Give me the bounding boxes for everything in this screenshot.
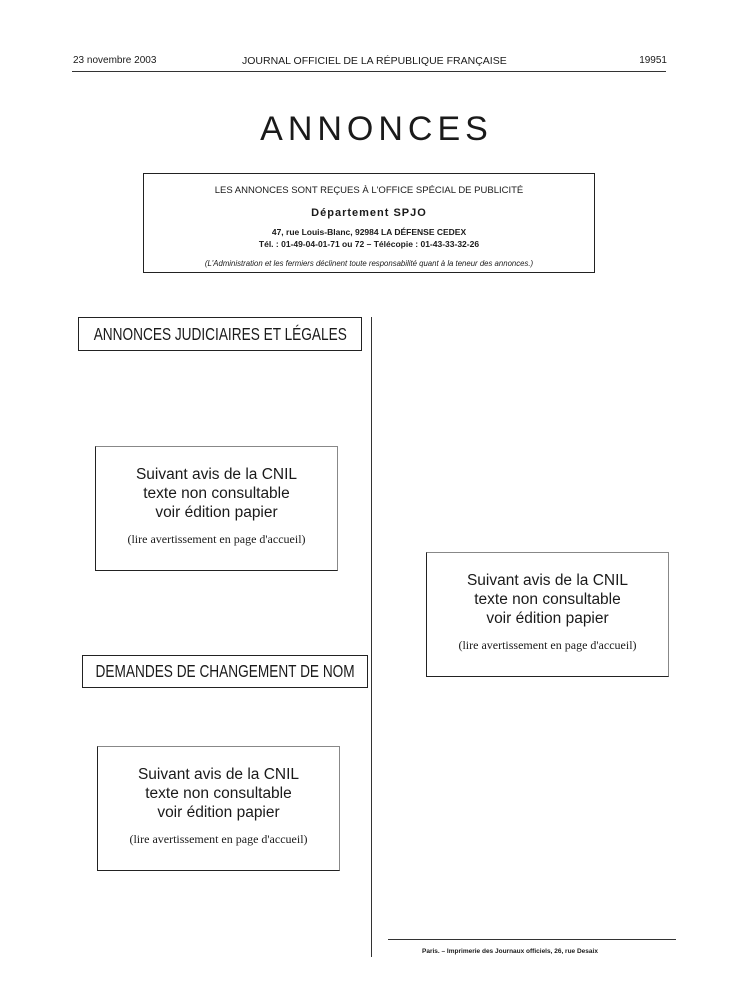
cnil-note: (lire avertissement en page d'accueil) <box>458 638 637 652</box>
section-title-judiciaires <box>78 317 362 351</box>
cnil-note: (lire avertissement en page d'accueil) <box>129 832 308 846</box>
info-line-department: Département SPJO <box>311 207 427 219</box>
info-line-disclaimer: (L'Administration et les fermiers déclinent toute responsabilité quant à la teneur des annonces.) <box>204 259 534 268</box>
cnil-line2: texte non consultable <box>143 485 290 502</box>
journal-title: JOURNAL OFFICIEL DE LA RÉPUBLIQUE FRANÇAISE <box>242 55 507 67</box>
cnil-line1: Suivant avis de la CNIL <box>466 572 629 589</box>
cnil-line3: voir édition papier <box>486 610 609 627</box>
cnil-note: (lire avertissement en page d'accueil) <box>127 532 306 546</box>
cnil-line3: voir édition papier <box>155 504 278 521</box>
cnil-notice-box <box>97 746 340 871</box>
cnil-line2: texte non consultable <box>474 591 621 608</box>
info-line-address: 47, rue Louis-Blanc, 92984 LA DÉFENSE CEDEX <box>271 227 467 237</box>
cnil-line3: voir édition papier <box>157 804 280 821</box>
cnil-line1: Suivant avis de la CNIL <box>135 466 298 483</box>
info-line-office: LES ANNONCES SONT REÇUES À L'OFFICE SPÉCIAL DE PUBLICITÉ <box>214 185 524 196</box>
info-line-phone: Tél. : 01-49-04-01-71 ou 72 – Télécopie : 01-43-33-32-26 <box>258 239 480 249</box>
info-box <box>143 173 595 273</box>
cnil-notice-box <box>95 446 338 571</box>
cnil-line2: texte non consultable <box>145 785 292 802</box>
footer-imprint: Paris. – Imprimerie des Journaux officiels, 26, rue Desaix <box>422 948 598 955</box>
section-title-changement-nom-text: DEMANDES DE CHANGEMENT DE NOM <box>95 661 355 681</box>
header-date: 23 novembre 2003 <box>73 55 157 66</box>
column-divider <box>371 317 372 957</box>
section-title-judiciaires-text: ANNONCES JUDICIAIRES ET LÉGALES <box>93 323 347 344</box>
page-number: 19951 <box>639 55 667 66</box>
section-title-changement-nom <box>82 655 368 688</box>
footer-rule <box>388 939 676 940</box>
cnil-line1: Suivant avis de la CNIL <box>137 766 300 783</box>
cnil-notice-box <box>426 552 669 677</box>
header-rule <box>72 71 666 72</box>
page-title: ANNONCES <box>260 110 493 148</box>
